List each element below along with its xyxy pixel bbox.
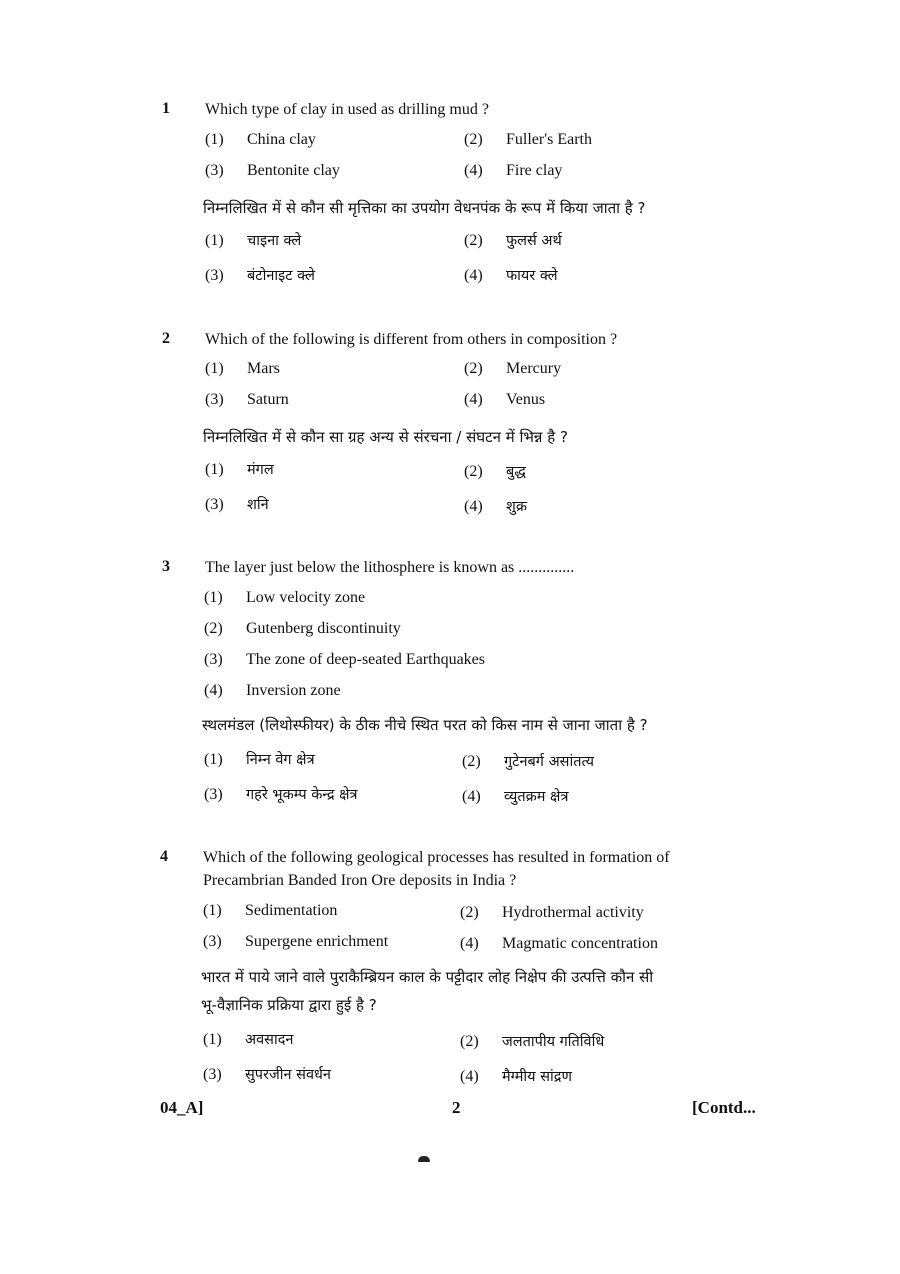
option-3: (3) The zone of deep-seated Earthquakes [204, 651, 485, 668]
option-2: (2) Hydrothermal activity [460, 904, 644, 921]
option-1: (1) China clay [205, 131, 316, 148]
question-number: 2 [162, 330, 170, 347]
option-2: (2) Mercury [464, 360, 562, 377]
question-text-en: Which of the following is different from others in composition ? [205, 331, 618, 348]
option-2: (2) Fuller's Earth [464, 131, 592, 148]
option-2: (2) Gutenberg discontinuity [204, 620, 401, 637]
option-3: (3) Saturn [205, 391, 289, 408]
question-number: 3 [162, 558, 170, 575]
option-1-hi: (1) चाइना क्ले [205, 232, 302, 249]
option-1-hi: (1) मंगल [205, 461, 274, 478]
option-4: (4) Fire clay [464, 162, 563, 179]
page-number: 2 [452, 1098, 461, 1117]
option-1-hi: (1) अवसादन [203, 1031, 294, 1048]
option-4: (4) Inversion zone [204, 682, 341, 699]
question-text-hi: स्थलमंडल (लिथोस्फीयर) के ठीक नीचे स्थित परत को किस नाम से जाना जाता है ? [202, 716, 648, 734]
question-number: 1 [162, 100, 170, 117]
question-text-en: The layer just below the lithosphere is known as .............. [205, 559, 575, 576]
question-number: 4 [160, 848, 168, 865]
option-1: (1) Low velocity zone [204, 589, 366, 606]
scan-blot [418, 1156, 430, 1162]
option-3-hi: (3) बंटोनाइट क्ले [205, 267, 315, 284]
continued-label: [Contd... [692, 1098, 756, 1117]
option-3-hi: (3) गहरे भूकम्प केन्द्र क्षेत्र [204, 786, 358, 803]
option-3: (3) Supergene enrichment [203, 933, 389, 950]
option-2-hi: (2) गुटेनबर्ग असांतत्य [462, 753, 595, 770]
option-4-hi: (4) शुक्र [464, 498, 527, 515]
question-text-en-line1: Which of the following geological processes has resulted in formation of [203, 849, 670, 866]
option-4-hi: (4) मैग्मीय सांद्रण [460, 1068, 572, 1085]
option-1: (1) Sedimentation [203, 902, 338, 919]
paper-code: 04_A] [160, 1098, 204, 1117]
question-text-hi: निम्नलिखित में से कौन सा ग्रह अन्य से संरचना / संघटन में भिन्न है ? [203, 428, 568, 446]
option-1: (1) Mars [205, 360, 280, 377]
question-text-hi-line1: भारत में पाये जाने वाले पुराकैम्ब्रियन काल के पट्टीदार लोह निक्षेप की उत्पत्ति कौन सी [201, 968, 654, 986]
option-2-hi: (2) जलतापीय गतिविधि [460, 1033, 605, 1050]
option-2-hi: (2) फुलर्स अर्थ [464, 232, 562, 249]
question-text-en-line2: Precambrian Banded Iron Ore deposits in India ? [203, 872, 517, 889]
option-4: (4) Venus [464, 391, 546, 408]
option-4: (4) Magmatic concentration [460, 935, 658, 952]
question-text-hi: निम्नलिखित में से कौन सी मृत्तिका का उपयोग वेधनपंक के रूप में किया जाता है ? [203, 199, 646, 217]
option-1-hi: (1) निम्न वेग क्षेत्र [204, 751, 315, 768]
option-3-hi: (3) शनि [205, 496, 269, 513]
option-4-hi: (4) व्युतक्रम क्षेत्र [462, 788, 569, 805]
option-3-hi: (3) सुपरजीन संवर्धन [203, 1066, 331, 1083]
option-4-hi: (4) फायर क्ले [464, 267, 558, 284]
option-3: (3) Bentonite clay [205, 162, 340, 179]
option-2-hi: (2) बुद्ध [464, 463, 526, 480]
question-text-en: Which type of clay in used as drilling mud ? [205, 101, 489, 118]
question-text-hi-line2: भू-वैज्ञानिक प्रक्रिया द्वारा हुई है ? [201, 996, 377, 1014]
